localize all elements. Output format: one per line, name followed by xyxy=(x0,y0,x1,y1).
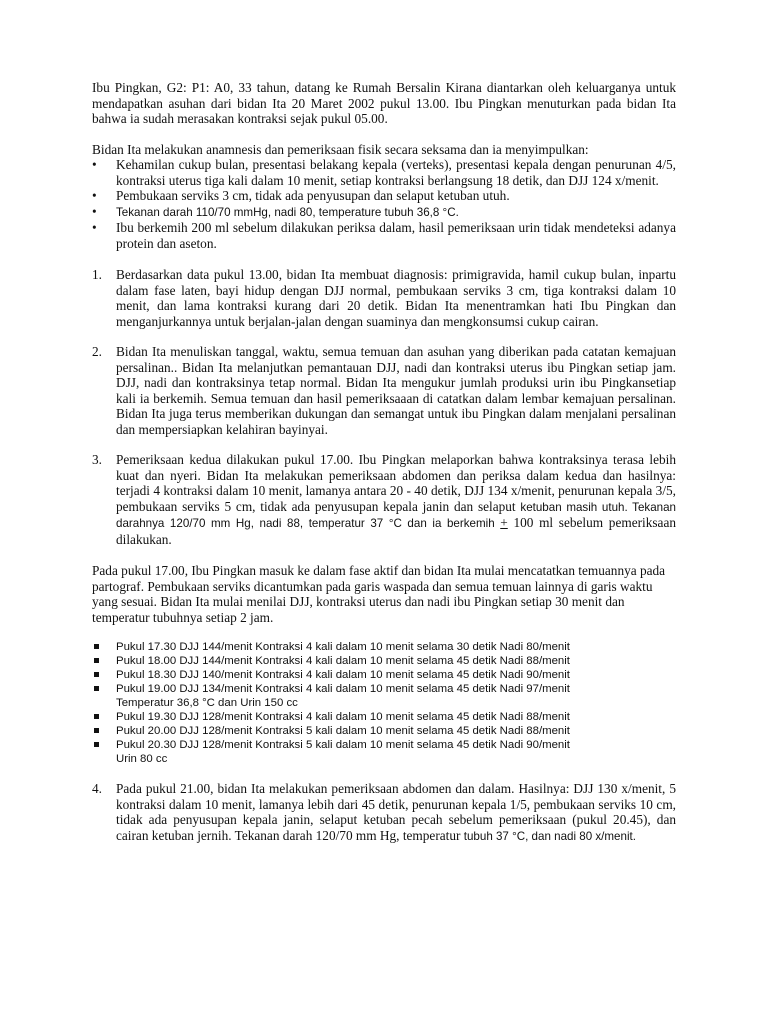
observation-item: Pukul 18.30 DJJ 140/menit Kontraksi 4 kali dalam 10 menit selama 45 detik Nadi 90/menit xyxy=(92,668,676,682)
bullet-icon: • xyxy=(92,188,97,203)
finding-item: • Ibu berkemih 200 ml sebelum dilakukan periksa dalam, hasil pemeriksaan urin tidak mendeteksi adanya protein dan aseton. xyxy=(92,220,676,251)
step-item: 4. Pada pukul 21.00, bidan Ita melakukan pemeriksaan abdomen dan dalam. Hasilnya: DJJ 130 x/menit, 5 kontraksi dalam 10 menit, lamanya lebih dari 45 detik, penurunan kepala 1/5, pembukaan serviks 10 cm, tidak ada penyusupan kepala janin, selaput ketuban pecah sebelum pemeriksaan (pukul 20.45), dan cairan ketuban jernih. Tekanan darah 120/70 mm Hg, temperatur tubuh 37 °C, dan nadi 80 x/menit. xyxy=(92,781,676,843)
observation-item: Pukul 20.30 DJJ 128/menit Kontraksi 5 kali dalam 10 menit selama 45 detik Nadi 90/menit Urin 80 cc xyxy=(92,738,676,766)
final-step-list xyxy=(92,781,676,844)
observation-item: Pukul 19.00 DJJ 134/menit Kontraksi 4 kali dalam 10 menit selama 45 detik Nadi 97/menit Temperatur 36,8 °C dan Urin 150 cc xyxy=(92,682,676,710)
step-number: 3. xyxy=(92,452,102,467)
phase-note: Pada pukul 17.00, Ibu Pingkan masuk ke dalam fase aktif dan bidan Ita mulai mencatatkan temuannya pada partograf. Pembukaan serviks dicantumkan pada garis waspada dan semua temuan lainnya di garis waktu yang sesuai. Bidan Ita mulai menilai DJJ, kontraksi uterus dan nadi ibu Pingkan setiap 30 menit dan temperatur tubuhnya setiap 2 jam. xyxy=(92,563,666,625)
step-item: 3. Pemeriksaan kedua dilakukan pukul 17.00. Ibu Pingkan melaporkan bahwa kontraksinya terasa lebih kuat dan nyeri. Bidan Ita melakukan pemeriksaan abdomen dan periksa dalam kedua dan hasilnya: terjadi 4 kontraksi dalam 10 menit, lamanya antara 20 - 40 detik, DJJ 134 x/menit, penurunan kepala 3/5, pembukaan serviks 5 cm, tidak ada penyusupan kepala janin dan selaput ketuban masih utuh. Tekanan darahnya 120/70 mm Hg, nadi 88, temperatur 37 °C dan ia berkemih + 100 ml sebelum pemeriksaan dilakukan. xyxy=(92,452,676,547)
bullet-icon: • xyxy=(92,157,97,172)
square-bullet-icon xyxy=(94,728,99,733)
finding-item: • Pembukaan serviks 3 cm, tidak ada penyusupan dan selaput ketuban utuh. xyxy=(92,188,510,203)
observation-item: Pukul 20.00 DJJ 128/menit Kontraksi 5 kali dalam 10 menit selama 45 detik Nadi 88/menit xyxy=(92,724,676,738)
square-bullet-icon xyxy=(94,686,99,691)
finding-item: • Kehamilan cukup bulan, presentasi belakang kepala (verteks), presentasi kepala dengan penurunan 4/5, kontraksi uterus tiga kali dalam 10 menit, setiap kontraksi berlangsung 18 detik, dan DJJ 124 x/menit. xyxy=(92,157,676,188)
step-item: 1. Berdasarkan data pukul 13.00, bidan Ita membuat diagnosis: primigravida, hamil cukup bulan, inpartu dalam fase laten, bayi hidup dengan DJJ normal, pembukaan serviks 3 cm, tiga kontraksi dalam 10 menit, dan lama kontraksi kurang dari 20 detik. Bidan Ita menentramkan hati Ibu Pingkan dan menganjurkannya untuk berjalan-jalan dengan suaminya dan mengkonsumsi cukup cairan. xyxy=(92,267,676,329)
square-bullet-icon xyxy=(94,742,99,747)
document-page xyxy=(92,80,676,859)
square-bullet-icon xyxy=(94,658,99,663)
findings-list xyxy=(92,157,676,251)
step-item: 2. Bidan Ita menuliskan tanggal, waktu, semua temuan dan asuhan yang diberikan pada catatan kemajuan persalinan.. Bidan Ita melanjutkan pemantauan DJJ, nadi dan kontraksi uterus ibu Pingkan setiap jam. DJJ, nadi dan kontraksinya tetap normal. Bidan Ita mengukur jumlah produksi urin ibu Pingkansetiap kali ia berkemih. Semua temuan dan hasil pemeriksaaan di catatkan dalam lembar kemajuan persalinan. Bidan Ita juga terus memberikan dukungan dan semangat untuk ibu Pingkan dalam menjalani persalinan dan mempersiapkan kelahiran bayinyai. xyxy=(92,344,676,437)
square-bullet-icon xyxy=(94,714,99,719)
bullet-icon: • xyxy=(92,220,97,235)
observation-item: Pukul 19.30 DJJ 128/menit Kontraksi 4 kali dalam 10 menit selama 45 detik Nadi 88/menit xyxy=(92,710,676,724)
bullet-icon: • xyxy=(92,203,97,219)
summary-lead: Bidan Ita melakukan anamnesis dan pemeriksaan fisik secara seksama dan ia menyimpulkan: xyxy=(92,141,589,157)
step-number: 2. xyxy=(92,344,102,359)
square-bullet-icon xyxy=(94,672,99,677)
observation-item: Pukul 17.30 DJJ 144/menit Kontraksi 4 kali dalam 10 menit selama 30 detik Nadi 80/menit xyxy=(92,640,676,654)
observation-list xyxy=(92,640,676,766)
step-number: 4. xyxy=(92,781,102,796)
intro-paragraph: Ibu Pingkan, G2: P1: A0, 33 tahun, datang ke Rumah Bersalin Kirana diantarkan oleh keluarganya untuk mendapatkan asuhan dari bidan Ita 20 Maret 2002 pukul 13.00. Ibu Pingkan menuturkan pada bidan Ita bahwa ia sudah merasakan kontraksi sejak pukul 05.00. xyxy=(92,80,676,126)
observation-item: Pukul 18.00 DJJ 144/menit Kontraksi 4 kali dalam 10 menit selama 45 detik Nadi 88/menit xyxy=(92,654,676,668)
plus-minus-sign: + xyxy=(500,515,508,530)
steps-list xyxy=(92,267,676,547)
finding-item: • Tekanan darah 110/70 mmHg, nadi 80, temperature tubuh 36,8 °C. xyxy=(92,203,459,219)
step-number: 1. xyxy=(92,267,102,282)
square-bullet-icon xyxy=(94,644,99,649)
